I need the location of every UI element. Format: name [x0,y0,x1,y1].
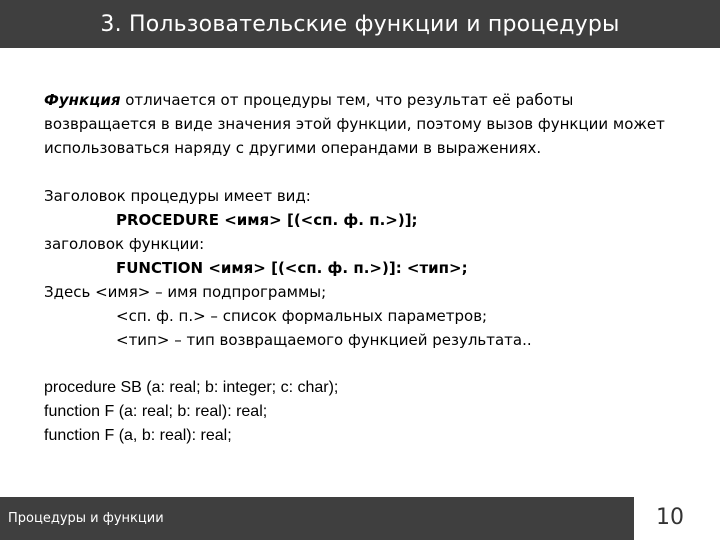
examples-block [44,376,684,448]
definition-paragraph [44,88,684,160]
slide-content [44,88,684,448]
footer-bar [0,497,634,540]
syntax-block [44,184,684,352]
where-params: <сп. ф. п.> – список формальных параметров; [116,307,488,325]
example-line: function F (a, b: real): real; [44,427,232,444]
procedure-intro: Заголовок процедуры имеет вид: [44,187,311,205]
footer-label: Процедуры и функции [8,511,164,526]
function-header: FUNCTION <имя> [(<сп. ф. п.>)]: <тип>; [116,259,468,277]
where-name: Здесь <имя> – имя подпрограммы; [44,283,327,301]
definition-text: отличается от процедуры тем, что результат её работы возвращается в виде значения этой функции, поэтому вызов функции может использоваться наряду с другими операндами в выражениях. [44,91,665,157]
function-intro: заголовок функции: [44,235,205,253]
slide-title: 3. Пользовательские функции и процедуры [0,0,720,48]
example-line: function F (a: real; b: real): real; [44,403,268,420]
page-number: 10 [656,504,684,530]
where-type: <тип> – тип возвращаемого функцией результата.. [116,331,532,349]
example-line: procedure SB (a: real; b: integer; c: char); [44,379,339,396]
definition-term: Функция [44,91,121,109]
procedure-header: PROCEDURE <имя> [(<сп. ф. п.>)]; [116,211,418,229]
